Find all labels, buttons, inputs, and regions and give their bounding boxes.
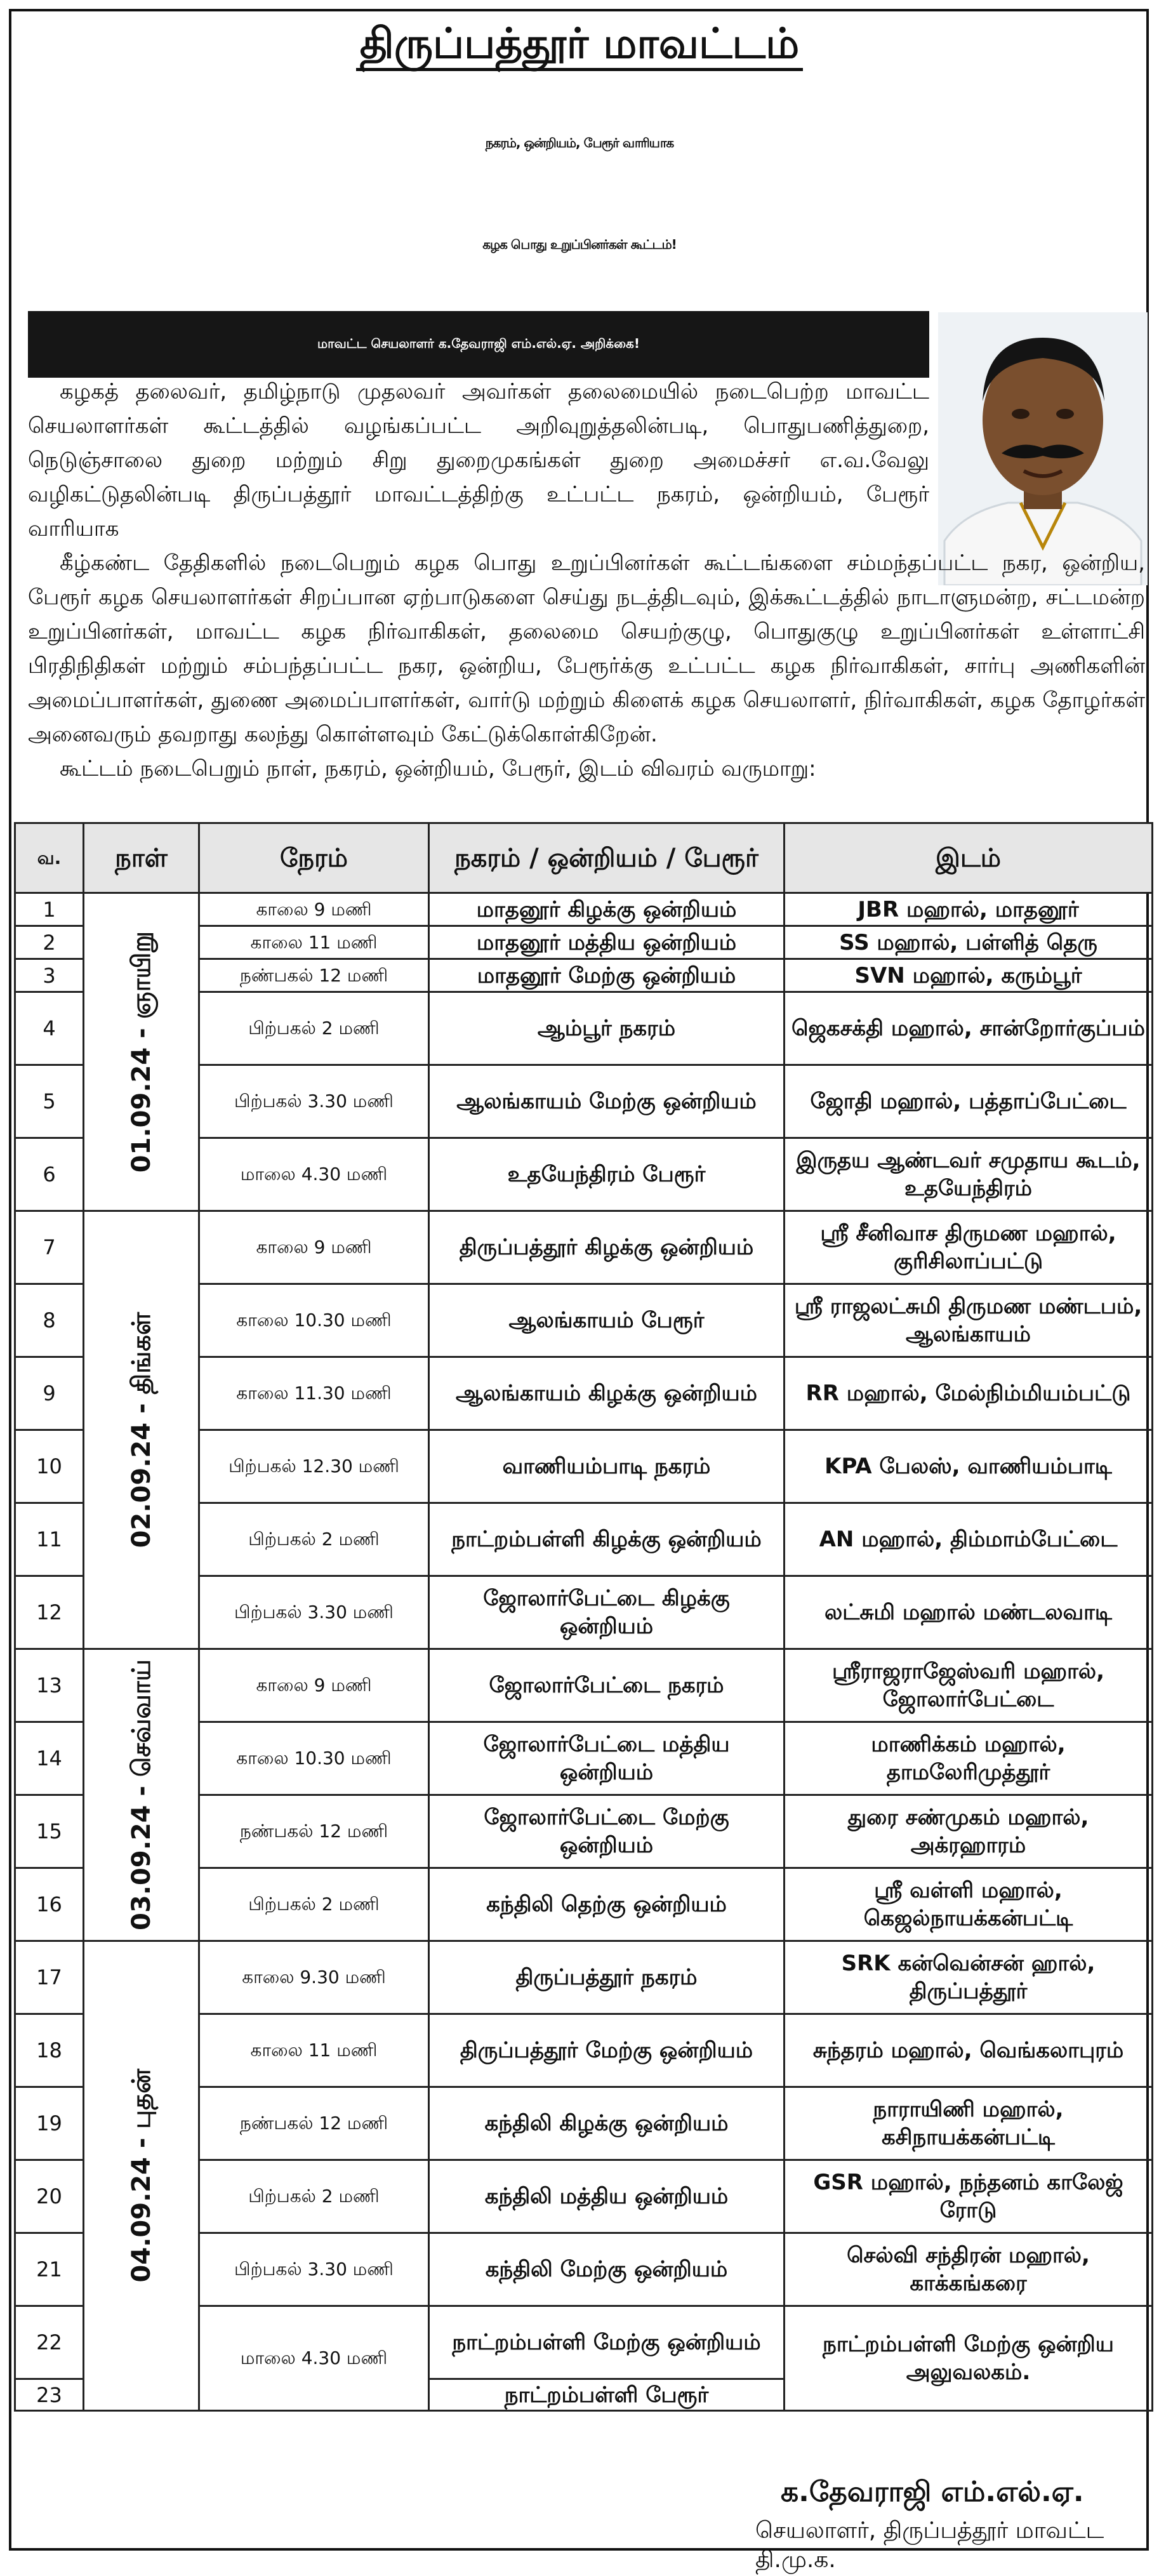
place-cell: ஜோலார்பேட்டை நகரம் [429,1649,785,1722]
place-cell: நாட்றம்பள்ளி கிழக்கு ஒன்றியம் [429,1503,785,1576]
header-serial: வ. [15,823,84,893]
place-cell: வாணியம்பாடி நகரம் [429,1430,785,1503]
serial-number-cell: 23 [15,2379,84,2411]
day-label: 03.09.24 - செவ்வாய் [126,1659,156,1930]
header-place: நகரம் / ஒன்றியம் / பேரூர் [429,823,785,893]
time-cell: பிற்பகல் 2 மணி [199,992,429,1065]
serial-number-cell: 12 [15,1576,84,1649]
serial-number-cell: 4 [15,992,84,1065]
serial-number-cell: 20 [15,2160,84,2233]
place-cell: ஆலங்காயம் பேரூர் [429,1284,785,1357]
time-cell: பிற்பகல் 12.30 மணி [199,1430,429,1503]
table-row [15,1649,1153,1722]
place-cell: மாதனூர் மத்திய ஒன்றியம் [429,926,785,959]
serial-number-cell: 1 [15,893,84,926]
serial-number-cell: 8 [15,1284,84,1357]
time-cell: காலை 10.30 மணி [199,1284,429,1357]
table-header-row [15,823,1153,893]
statement-body [28,375,1145,786]
place-cell: மாதனூர் கிழக்கு ஒன்றியம் [429,893,785,926]
day-cell [84,1649,199,1941]
venue-cell: GSR மஹால், நந்தனம் காலேஜ் ரோடு [785,2160,1153,2233]
venue-cell: JBR மஹால், மாதனூர் [785,893,1153,926]
serial-number-cell: 2 [15,926,84,959]
portrait-illustration [938,312,1148,585]
signatory-name: க.தேவராஜி எம்.எல்.ஏ. [781,2476,1084,2508]
serial-number-cell: 19 [15,2087,84,2160]
day-cell [84,1941,199,2411]
statement-paragraph-1: கழகத் தலைவர், தமிழ்நாடு முதலவர் அவர்கள் தலைமையில் நடைபெற்ற மாவட்ட செயலாளர்கள் கூட்டத்தில் வழங்கப்பட்ட அறிவுறுத்தலின்படி, பொதுபணித்துறை, நெடுஞ்சாலை துறை மற்றும் சிறு துறைமுகங்கள் துறை அமைச்சர் எ.வ.வேலு வழிகட்டுதலின்படி திருப்பத்தூர் மாவட்டத்திற்கு உட்பட்ட நகரம், ஒன்றியம், பேரூர் வாரியாக [28,379,929,541]
statement-paragraph-2: கீழ்கண்ட தேதிகளில் நடைபெறும் கழக பொது உறுப்பினர்கள் கூட்டங்களை சம்மந்தப்பட்ட நகர, ஒன்றிய, பேரூர் கழக செயலாளர்கள் சிறப்பான ஏற்பாடுகளை செய்து நடத்திடவும், இக்கூட்டத்தில் நாடாளுமன்ற, சட்டமன்ற உறுப்பினர்கள், மாவட்ட கழக நிர்வாகிகள், தலைமை செயற்குழு, பொதுகுழு உறுப்பினர்கள் உள்ளாட்சி பிரதிநிதிகள் மற்றும் சம்பந்தப்பட்ட நகர, ஒன்றிய, பேரூர்க்கு உட்பட்ட கழக நிர்வாகிகள், சார்பு அணிகளின் அமைப்பாளர்கள், துணை அமைப்பாளர்கள், வார்டு மற்றும் கிளைக் கழக செயலாளர், நிர்வாகிகள், கழக தோழர்கள் அனைவரும் தவறாது கலந்து கொள்ளவும் கேட்டுக்கொள்கிறேன். [28,550,1145,747]
time-cell: பிற்பகல் 3.30 மணி [199,1576,429,1649]
venue-cell: நாட்றம்பள்ளி மேற்கு ஒன்றிய அலுவலகம். [785,2306,1153,2411]
time-cell: மாலை 4.30 மணி [199,2306,429,2411]
day-cell [84,893,199,1211]
serial-number-cell: 14 [15,1722,84,1795]
serial-number-cell: 15 [15,1795,84,1868]
serial-number-cell: 11 [15,1503,84,1576]
venue-cell: துரை சண்முகம் மஹால், அக்ரஹாரம் [785,1795,1153,1868]
place-cell: திருப்பத்தூர் மேற்கு ஒன்றியம் [429,2014,785,2087]
time-cell: பிற்பகல் 3.30 மணி [199,2233,429,2306]
headline-line-1: நகரம், ஒன்றியம், பேரூர் வாரியாக [485,135,674,150]
day-cell [84,1211,199,1649]
table-body [15,893,1153,2411]
serial-number-cell: 22 [15,2306,84,2379]
venue-cell: ஸ்ரீ வள்ளி மஹால், கெஜல்நாயக்கன்பட்டி [785,1868,1153,1941]
statement-banner: மாவட்ட செயலாளர் க.தேவராஜி எம்.எல்.ஏ. அறிக்கை! [28,311,929,378]
place-cell: நாட்றம்பள்ளி மேற்கு ஒன்றியம் [429,2306,785,2379]
place-cell: கந்திலி மேற்கு ஒன்றியம் [429,2233,785,2306]
header-day: நாள் [84,823,199,893]
venue-cell: இருதய ஆண்டவர் சமுதாய கூடம், உதயேந்திரம் [785,1138,1153,1211]
place-cell: நாட்றம்பள்ளி பேரூர் [429,2379,785,2411]
time-cell: காலை 10.30 மணி [199,1722,429,1795]
time-cell: நண்பகல் 12 மணி [199,959,429,992]
secretary-photo [938,312,1148,585]
time-cell: காலை 9 மணி [199,1649,429,1722]
serial-number-cell: 13 [15,1649,84,1722]
place-cell: கந்திலி கிழக்கு ஒன்றியம் [429,2087,785,2160]
place-cell: திருப்பத்தூர் கிழக்கு ஒன்றியம் [429,1211,785,1284]
place-cell: மாதனூர் மேற்கு ஒன்றியம் [429,959,785,992]
time-cell: பிற்பகல் 2 மணி [199,2160,429,2233]
venue-cell: SVN மஹால், கரும்பூர் [785,959,1153,992]
venue-cell: ஜெகசக்தி மஹால், சான்றோர்குப்பம் [785,992,1153,1065]
venue-cell: ஜோதி மஹால், பத்தாப்பேட்டை [785,1065,1153,1138]
time-cell: பிற்பகல் 2 மணி [199,1868,429,1941]
serial-number-cell: 21 [15,2233,84,2306]
time-cell: நண்பகல் 12 மணி [199,1795,429,1868]
place-cell: ஜோலார்பேட்டை கிழக்கு ஒன்றியம் [429,1576,785,1649]
time-cell: காலை 11.30 மணி [199,1357,429,1430]
time-cell: பிற்பகல் 3.30 மணி [199,1065,429,1138]
time-cell: காலை 9 மணி [199,1211,429,1284]
venue-cell: SS மஹால், பள்ளித் தெரு [785,926,1153,959]
serial-number-cell: 6 [15,1138,84,1211]
table-row [15,893,1153,926]
day-label: 04.09.24 - புதன் [126,2069,156,2283]
venue-cell: மாணிக்கம் மஹால், தாமலேரிமுத்தூர் [785,1722,1153,1795]
serial-number-cell: 18 [15,2014,84,2087]
venue-cell: KPA பேலஸ், வாணியம்பாடி [785,1430,1153,1503]
place-cell: ஆம்பூர் நகரம் [429,992,785,1065]
place-cell: கந்திலி மத்திய ஒன்றியம் [429,2160,785,2233]
venue-cell: லட்சுமி மஹால் மண்டலவாடி [785,1576,1153,1649]
place-cell: ஜோலார்பேட்டை மத்திய ஒன்றியம் [429,1722,785,1795]
serial-number-cell: 7 [15,1211,84,1284]
venue-cell: ஸ்ரீ சீனிவாச திருமண மஹால், குரிசிலாப்பட்டு [785,1211,1153,1284]
table-row [15,1211,1153,1284]
venue-cell: ஸ்ரீராஜராஜேஸ்வரி மஹால், ஜோலார்பேட்டை [785,1649,1153,1722]
venue-cell: RR மஹால், மேல்நிம்மியம்பட்டு [785,1357,1153,1430]
place-cell: ஆலங்காயம் கிழக்கு ஒன்றியம் [429,1357,785,1430]
time-cell: நண்பகல் 12 மணி [199,2087,429,2160]
serial-number-cell: 16 [15,1868,84,1941]
serial-number-cell: 9 [15,1357,84,1430]
header-venue: இடம் [785,823,1153,893]
time-cell: காலை 9.30 மணி [199,1941,429,2014]
place-cell: கந்திலி தெற்கு ஒன்றியம் [429,1868,785,1941]
header-time: நேரம் [199,823,429,893]
serial-number-cell: 10 [15,1430,84,1503]
time-cell: பிற்பகல் 2 மணி [199,1503,429,1576]
place-cell: திருப்பத்தூர் நகரம் [429,1941,785,2014]
signatory-title: செயலாளர், திருப்பத்தூர் மாவட்ட தி.மு.க. [755,2518,1104,2573]
serial-number-cell: 17 [15,1941,84,2014]
time-cell: காலை 11 மணி [199,926,429,959]
headline-line-2: கழக பொது உறுப்பினர்கள் கூட்டம்! [482,237,677,252]
venue-cell: நாராயிணி மஹால், கசிநாயக்கன்பட்டி [785,2087,1153,2160]
serial-number-cell: 3 [15,959,84,992]
day-label: 02.09.24 - திங்கள் [126,1311,156,1548]
meeting-schedule-table [14,822,1153,2412]
place-cell: ஜோலார்பேட்டை மேற்கு ஒன்றியம் [429,1795,785,1868]
time-cell: காலை 9 மணி [199,893,429,926]
place-cell: ஆலங்காயம் மேற்கு ஒன்றியம் [429,1065,785,1138]
time-cell: மாலை 4.30 மணி [199,1138,429,1211]
venue-cell: AN மஹால், திம்மாம்பேட்டை [785,1503,1153,1576]
venue-cell: SRK கன்வென்சன் ஹால், திருப்பத்தூர் [785,1941,1153,2014]
district-title: திருப்பத்தூர் மாவட்டம் [0,19,1159,74]
venue-cell: சுந்தரம் மஹால், வெங்கலாபுரம் [785,2014,1153,2087]
serial-number-cell: 5 [15,1065,84,1138]
statement-paragraph-3: கூட்டம் நடைபெறும் நாள், நகரம், ஒன்றியம், பேரூர், இடம் விவரம் வருமாறு: [60,756,816,781]
place-cell: உதயேந்திரம் பேரூர் [429,1138,785,1211]
venue-cell: ஸ்ரீ ராஜலட்சுமி திருமண மண்டபம், ஆலங்காயம் [785,1284,1153,1357]
venue-cell: செல்வி சந்திரன் மஹால், காக்கங்கரை [785,2233,1153,2306]
table-row [15,1941,1153,2014]
time-cell: காலை 11 மணி [199,2014,429,2087]
day-label: 01.09.24 - ஞாயிறு [126,931,156,1173]
